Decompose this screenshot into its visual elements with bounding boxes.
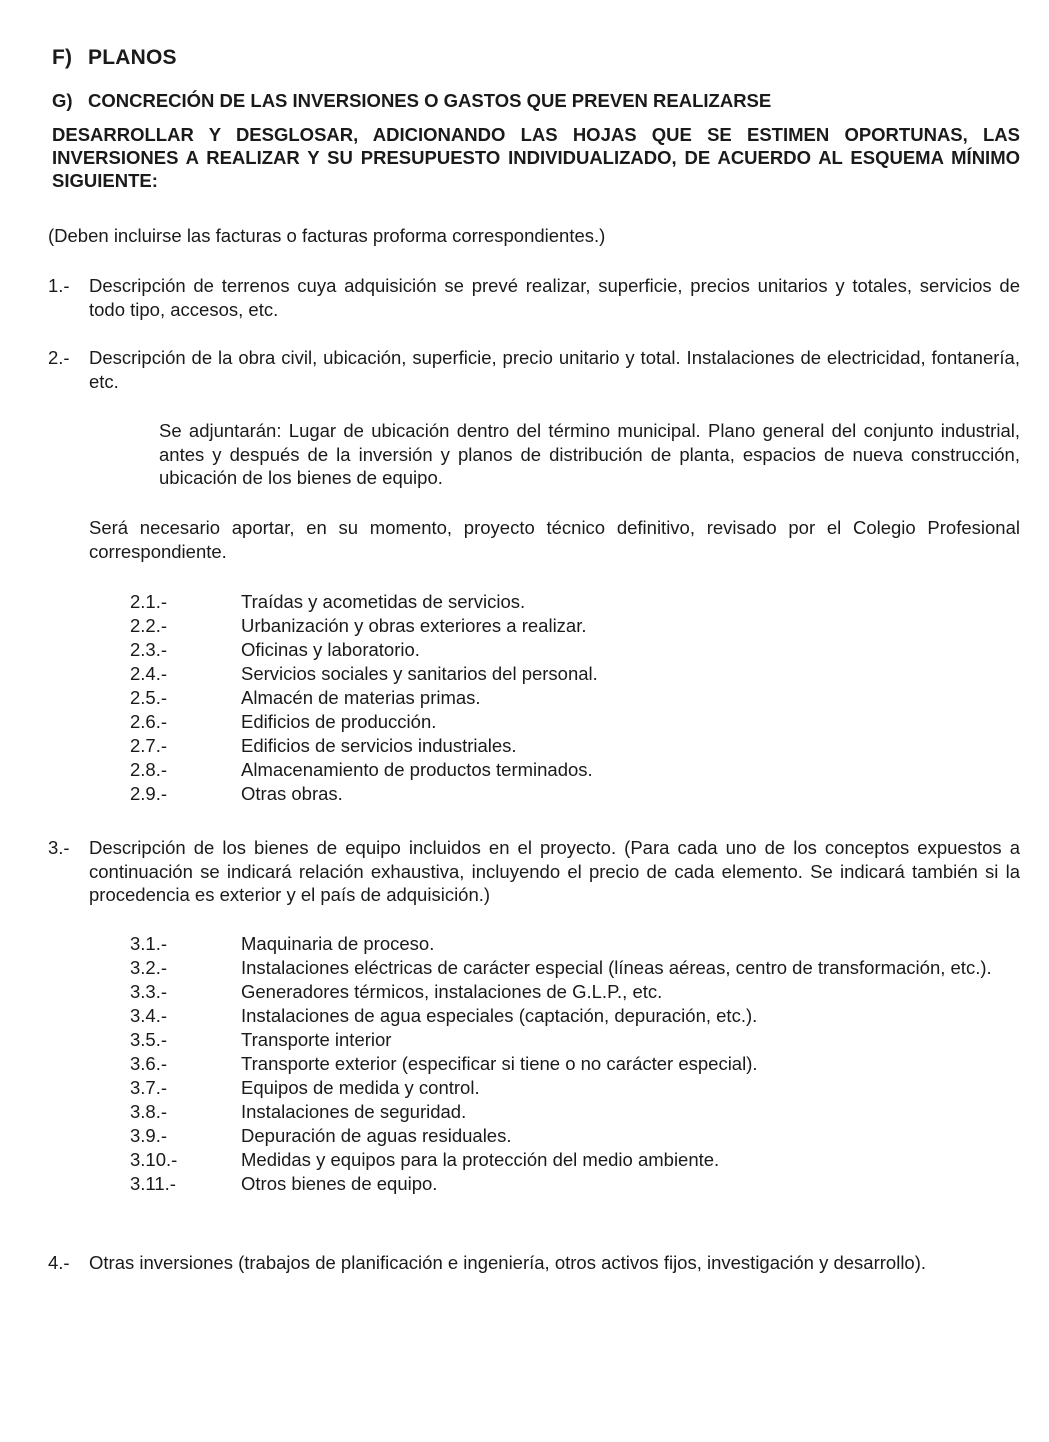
sublist-row (130, 590, 1020, 614)
sublist-number: 3.11.- (130, 1173, 176, 1194)
sublist-text: Urbanización y obras exteriores a realizar. (241, 615, 587, 636)
sublist-row (130, 1148, 1020, 1172)
sublist-2 (130, 590, 1020, 806)
section-g-heading (52, 90, 771, 112)
list-item-text: Descripción de terrenos cuya adquisición se prevé realizar, superficie, precios unitarios y totales, servicios de todo tipo, accesos, etc. (89, 275, 1020, 320)
sublist-number: 3.9.- (130, 1125, 168, 1146)
sublist-number: 3.8.- (130, 1101, 168, 1122)
sublist-text: Oficinas y laboratorio. (241, 639, 420, 660)
sublist-number: 3.7.- (130, 1077, 168, 1098)
sublist-row (130, 1076, 1020, 1100)
sublist-row (130, 782, 1020, 806)
section-g-title: CONCRECIÓN DE LAS INVERSIONES O GASTOS QUE PREVEN REALIZARSE (88, 90, 772, 111)
sublist-text: Servicios sociales y sanitarios del personal. (241, 663, 598, 684)
sublist-number: 2.5.- (130, 687, 168, 708)
sublist-row (130, 1124, 1020, 1148)
sublist-text: Almacén de materias primas. (241, 687, 481, 708)
sublist-row (130, 638, 1020, 662)
sublist-row (130, 1004, 1020, 1028)
sublist-number: 2.4.- (130, 663, 168, 684)
list-item-number: 2.- (48, 347, 70, 368)
sublist-text: Depuración de aguas residuales. (241, 1125, 512, 1146)
sublist-text: Edificios de servicios industriales. (241, 735, 517, 756)
sublist-number: 2.2.- (130, 615, 168, 636)
section-f-tag: F) (52, 46, 73, 69)
list-item-text: Descripción de los bienes de equipo incluidos en el proyecto. (Para cada uno de los conceptos expuestos a continuación se indicará relación exhaustiva, incluyendo el precio de cada elemento. Se indicará también si la procedencia es exterior y el país de adquisición.) (89, 837, 1020, 905)
sublist-text: Generadores térmicos, instalaciones de G.L.P., etc. (241, 981, 663, 1002)
sublist-row (130, 614, 1020, 638)
sublist-text: Otros bienes de equipo. (241, 1173, 438, 1194)
sublist-3 (130, 932, 1020, 1196)
sublist-row (130, 662, 1020, 686)
sublist-number: 3.1.- (130, 933, 168, 954)
sublist-text: Instalaciones de agua especiales (captación, depuración, etc.). (241, 1005, 758, 1026)
sublist-text: Transporte exterior (especificar si tiene o no carácter especial). (241, 1053, 758, 1074)
sublist-row (130, 1052, 1020, 1076)
sublist-row (130, 1172, 1020, 1196)
sublist-number: 2.8.- (130, 759, 168, 780)
sublist-row (130, 980, 1020, 1004)
list-item-number: 1.- (48, 275, 70, 296)
sublist-number: 3.10.- (130, 1149, 178, 1170)
sublist-row (130, 734, 1020, 758)
sublist-row (130, 758, 1020, 782)
sublist-number: 2.1.- (130, 591, 168, 612)
sublist-row (130, 932, 1020, 956)
sublist-text: Traídas y acometidas de servicios. (241, 591, 526, 612)
sublist-number: 2.6.- (130, 711, 168, 732)
list-item-4 (48, 1251, 1020, 1275)
item-2-required-paragraph: Será necesario aportar, en su momento, proyecto técnico definitivo, revisado por el Colegio Profesional correspondiente. (89, 517, 1020, 562)
list-item-number: 4.- (48, 1252, 70, 1273)
list-item-3 (48, 836, 1020, 907)
sublist-row (130, 1100, 1020, 1124)
sublist-row (130, 686, 1020, 710)
section-g-tag: G) (52, 90, 73, 111)
list-item-text: Otras inversiones (trabajos de planificación e ingeniería, otros activos fijos, investigación y desarrollo). (89, 1252, 927, 1273)
sublist-text: Medidas y equipos para la protección del medio ambiente. (241, 1149, 720, 1170)
list-item-number: 3.- (48, 837, 70, 858)
section-f-heading (52, 46, 177, 70)
list-item-2 (48, 346, 1020, 393)
sublist-text: Transporte interior (241, 1029, 392, 1050)
sublist-text: Almacenamiento de productos terminados. (241, 759, 593, 780)
sublist-text: Instalaciones eléctricas de carácter especial (líneas aéreas, centro de transformación, etc.). (241, 957, 992, 978)
sublist-number: 3.2.- (130, 957, 168, 978)
sublist-number: 2.9.- (130, 783, 168, 804)
item-2-attachments-paragraph: Se adjuntarán: Lugar de ubicación dentro del término municipal. Plano general del conjunto industrial, antes y después de la inversión y planos de distribución de planta, espacios de nueva construcción, ubicación de los bienes de equipo. (159, 420, 1020, 488)
section-f-title: PLANOS (88, 46, 177, 69)
sublist-number: 3.3.- (130, 981, 168, 1002)
sublist-number: 2.3.- (130, 639, 168, 660)
sublist-number: 3.4.- (130, 1005, 168, 1026)
sublist-text: Equipos de medida y control. (241, 1077, 480, 1098)
sublist-number: 3.5.- (130, 1029, 168, 1050)
sublist-number: 2.7.- (130, 735, 168, 756)
list-item-1 (48, 274, 1020, 321)
sublist-row (130, 956, 1020, 980)
sublist-row (130, 1028, 1020, 1052)
sublist-row (130, 710, 1020, 734)
sublist-text: Instalaciones de seguridad. (241, 1101, 467, 1122)
list-item-text: Descripción de la obra civil, ubicación, superficie, precio unitario y total. Instalaciones de electricidad, fontanería, etc. (89, 347, 1020, 392)
sublist-text: Otras obras. (241, 783, 343, 804)
sublist-text: Maquinaria de proceso. (241, 933, 435, 954)
invoice-note: (Deben incluirse las facturas o facturas proforma correspondientes.) (48, 225, 606, 246)
sublist-number: 3.6.- (130, 1053, 168, 1074)
sublist-text: Edificios de producción. (241, 711, 437, 732)
section-g-instruction: DESARROLLAR Y DESGLOSAR, ADICIONANDO LAS HOJAS QUE SE ESTIMEN OPORTUNAS, LAS INVERSIONES A REALIZAR Y SU PRESUPUESTO INDIVIDUALIZADO, DE ACUERDO AL ESQUEMA MÍNIMO SIGUIENTE: (52, 124, 1020, 191)
